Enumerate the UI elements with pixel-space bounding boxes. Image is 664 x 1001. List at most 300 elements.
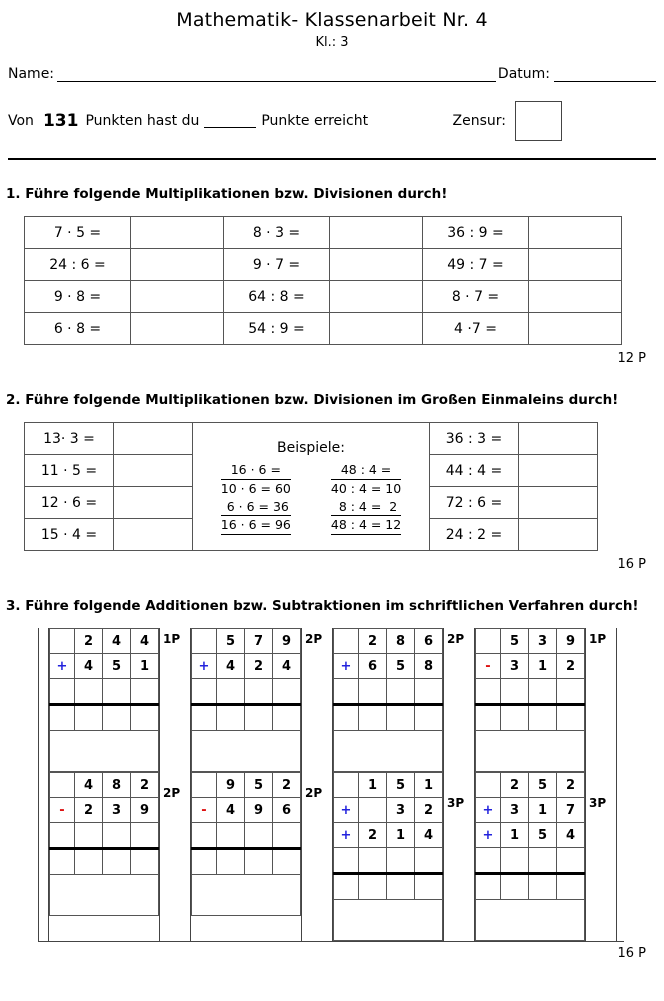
working-area-row bbox=[192, 875, 301, 916]
carry-cell[interactable] bbox=[359, 848, 387, 874]
total-points-value: 131 bbox=[42, 111, 79, 131]
result-cell[interactable] bbox=[359, 874, 387, 900]
task3-heading: 3. Führe folgende Additionen bzw. Subtraktionen im schriftlichen Verfahren durch! bbox=[6, 598, 639, 614]
digit-cell: 2 bbox=[245, 654, 273, 679]
operand-row bbox=[334, 629, 443, 654]
digit-cell: 2 bbox=[557, 654, 585, 679]
beispiel-line: 16 · 6 = bbox=[221, 461, 291, 480]
von-label: Von bbox=[8, 113, 34, 129]
task1-answer-cell[interactable] bbox=[529, 217, 622, 249]
sign-cell bbox=[334, 629, 359, 654]
beispiel-multiplikation bbox=[221, 461, 291, 535]
task1-answer-cell[interactable] bbox=[131, 313, 224, 345]
digit-cell: 4 bbox=[557, 823, 585, 848]
carry-cell[interactable] bbox=[273, 679, 301, 705]
task1-answer-cell[interactable] bbox=[131, 249, 224, 281]
carry-cell[interactable] bbox=[217, 679, 245, 705]
working-area-row bbox=[50, 875, 159, 916]
task1-answer-cell[interactable] bbox=[131, 281, 224, 313]
block-grid-stack bbox=[475, 628, 585, 941]
digit-cell: 6 bbox=[273, 798, 301, 823]
task1-answer-cell[interactable] bbox=[529, 313, 622, 345]
operand-row bbox=[50, 654, 159, 679]
task3-points-column bbox=[159, 628, 191, 941]
result-cell[interactable] bbox=[415, 705, 443, 731]
operand-row bbox=[50, 773, 159, 798]
digit-cell: 6 bbox=[415, 629, 443, 654]
working-area-row bbox=[334, 900, 443, 941]
task2-answer-cell[interactable] bbox=[114, 519, 193, 551]
task3-block bbox=[191, 628, 333, 941]
task1-question-cell: 8 · 3 = bbox=[224, 217, 330, 249]
carry-cell[interactable] bbox=[103, 823, 131, 849]
beispiele-columns bbox=[193, 461, 429, 535]
task2-points: 16 P bbox=[617, 557, 646, 572]
digit-cell: 3 bbox=[501, 654, 529, 679]
carry-cell[interactable] bbox=[50, 679, 75, 705]
task3-top-points: 1P bbox=[589, 632, 607, 646]
digit-cell: 1 bbox=[501, 823, 529, 848]
task3-bottom-points: 3P bbox=[589, 796, 607, 810]
working-area-cell[interactable] bbox=[50, 731, 159, 772]
result-cell[interactable] bbox=[50, 849, 75, 875]
task2-answer-cell[interactable] bbox=[519, 519, 598, 551]
result-cell[interactable] bbox=[192, 705, 217, 731]
table-row bbox=[25, 217, 622, 249]
operand-row bbox=[476, 629, 585, 654]
operand-row bbox=[50, 798, 159, 823]
beispiel-line: 48 : 4 = bbox=[331, 461, 401, 480]
operand-row bbox=[192, 654, 301, 679]
operand-row bbox=[476, 798, 585, 823]
zensur-input-box[interactable] bbox=[515, 101, 562, 141]
result-cell[interactable] bbox=[529, 705, 557, 731]
carry-row bbox=[50, 823, 159, 849]
block-grid-stack bbox=[49, 628, 159, 941]
header-divider bbox=[8, 158, 656, 160]
task2-question-cell: 15 · 4 = bbox=[25, 519, 114, 551]
table-row bbox=[25, 313, 622, 345]
result-row bbox=[476, 705, 585, 731]
carry-cell[interactable] bbox=[415, 848, 443, 874]
task1-table-body bbox=[25, 217, 622, 345]
beispiel-line: 16 · 6 = 96 bbox=[221, 516, 291, 535]
sign-cell bbox=[334, 773, 359, 798]
digit-cell: 9 bbox=[245, 798, 273, 823]
minus-sign: - bbox=[192, 798, 217, 823]
digit-cell: 9 bbox=[217, 773, 245, 798]
result-cell[interactable] bbox=[103, 849, 131, 875]
digit-cell: 2 bbox=[415, 798, 443, 823]
digit-cell: 1 bbox=[529, 798, 557, 823]
operand-row bbox=[334, 798, 443, 823]
points-row bbox=[8, 101, 656, 141]
result-cell[interactable] bbox=[217, 849, 245, 875]
task3-top-points: 1P bbox=[163, 632, 181, 646]
digit-cell: 4 bbox=[75, 654, 103, 679]
carry-cell[interactable] bbox=[75, 823, 103, 849]
digit-cell: 4 bbox=[273, 654, 301, 679]
beispiel-line: 6 · 6 = 36 bbox=[221, 498, 291, 517]
table-row bbox=[25, 281, 622, 313]
task1-table bbox=[24, 216, 622, 345]
page-title: Mathematik- Klassenarbeit Nr. 4 bbox=[176, 9, 488, 31]
datum-input-line[interactable] bbox=[554, 69, 656, 82]
result-cell[interactable] bbox=[131, 849, 159, 875]
digit-cell: 3 bbox=[103, 798, 131, 823]
task3-points-column bbox=[301, 628, 333, 941]
result-cell[interactable] bbox=[557, 874, 585, 900]
carry-row bbox=[192, 823, 301, 849]
digit-cell: 3 bbox=[387, 798, 415, 823]
sign-cell bbox=[192, 773, 217, 798]
result-row bbox=[50, 849, 159, 875]
carry-cell[interactable] bbox=[245, 679, 273, 705]
task3-block bbox=[475, 628, 617, 941]
left-margin-column bbox=[39, 628, 49, 941]
minus-sign: - bbox=[50, 798, 75, 823]
result-cell[interactable] bbox=[359, 705, 387, 731]
digit-cell: 5 bbox=[529, 773, 557, 798]
achieved-points-input[interactable] bbox=[204, 115, 256, 128]
result-cell[interactable] bbox=[131, 705, 159, 731]
beispiel-line: 48 : 4 = 12 bbox=[331, 516, 401, 535]
task3-bottom-points: 2P bbox=[163, 786, 181, 800]
digit-cell: 2 bbox=[75, 629, 103, 654]
digit-cell: 2 bbox=[273, 773, 301, 798]
beispiel-division bbox=[331, 461, 401, 535]
column-arithmetic-grid bbox=[333, 628, 443, 772]
digit-cell: 4 bbox=[217, 654, 245, 679]
carry-cell[interactable] bbox=[131, 679, 159, 705]
carry-row bbox=[334, 848, 443, 874]
task1-question-cell: 7 · 5 = bbox=[25, 217, 131, 249]
column-arithmetic-grid bbox=[191, 772, 301, 916]
task1-points: 12 P bbox=[617, 351, 646, 366]
result-cell[interactable] bbox=[415, 874, 443, 900]
carry-cell[interactable] bbox=[131, 823, 159, 849]
result-cell[interactable] bbox=[75, 849, 103, 875]
column-arithmetic-grid bbox=[333, 772, 443, 941]
beispiele-box bbox=[193, 423, 430, 551]
digit-cell: 6 bbox=[359, 654, 387, 679]
carry-cell[interactable] bbox=[529, 679, 557, 705]
task2-answer-cell[interactable] bbox=[114, 487, 193, 519]
digit-cell: 5 bbox=[529, 823, 557, 848]
column-arithmetic-grid bbox=[475, 772, 585, 941]
block-grid-stack bbox=[333, 628, 443, 941]
task2-answer-cell[interactable] bbox=[114, 455, 193, 487]
digit-cell: 9 bbox=[131, 798, 159, 823]
sign-cell bbox=[476, 629, 501, 654]
digit-cell: 4 bbox=[75, 773, 103, 798]
task1-answer-cell[interactable] bbox=[131, 217, 224, 249]
name-date-row bbox=[8, 66, 656, 82]
carry-cell[interactable] bbox=[476, 679, 501, 705]
result-cell[interactable] bbox=[245, 705, 273, 731]
result-row bbox=[334, 705, 443, 731]
digit-cell: 7 bbox=[557, 798, 585, 823]
result-cell[interactable] bbox=[75, 705, 103, 731]
operand-row bbox=[476, 823, 585, 848]
digit-cell: 2 bbox=[557, 773, 585, 798]
task3-bottom-points: 3P bbox=[447, 796, 465, 810]
result-cell[interactable] bbox=[529, 874, 557, 900]
task1-question-cell: 54 : 9 = bbox=[224, 313, 330, 345]
task1-answer-cell[interactable] bbox=[330, 313, 423, 345]
sign-cell bbox=[50, 629, 75, 654]
result-cell[interactable] bbox=[334, 705, 359, 731]
task2-question-cell: 36 : 3 = bbox=[430, 423, 519, 455]
task2-table-body bbox=[25, 423, 598, 551]
carry-cell[interactable] bbox=[359, 679, 387, 705]
operand-row bbox=[476, 773, 585, 798]
table-row bbox=[25, 249, 622, 281]
digit-cell: 8 bbox=[415, 654, 443, 679]
carry-cell[interactable] bbox=[557, 848, 585, 874]
sign-cell bbox=[192, 629, 217, 654]
sign-cell bbox=[476, 773, 501, 798]
task2-answer-cell[interactable] bbox=[114, 423, 193, 455]
worksheet-page bbox=[0, 9, 664, 1001]
name-label: Name: bbox=[8, 66, 55, 82]
result-row bbox=[50, 705, 159, 731]
carry-cell[interactable] bbox=[476, 848, 501, 874]
carry-cell[interactable] bbox=[501, 848, 529, 874]
task3-points-column bbox=[443, 628, 475, 941]
digit-cell: 1 bbox=[131, 654, 159, 679]
digit-cell: 4 bbox=[131, 629, 159, 654]
digit-cell: 2 bbox=[359, 823, 387, 848]
result-row bbox=[192, 849, 301, 875]
result-cell[interactable] bbox=[387, 705, 415, 731]
task3-top-points: 2P bbox=[305, 632, 323, 646]
task1-answer-cell[interactable] bbox=[529, 281, 622, 313]
operand-row bbox=[50, 629, 159, 654]
task1-question-cell: 8 · 7 = bbox=[423, 281, 529, 313]
column-arithmetic-grid bbox=[475, 628, 585, 772]
result-cell[interactable] bbox=[476, 874, 501, 900]
digit-cell: 8 bbox=[387, 629, 415, 654]
task2-answer-cell[interactable] bbox=[519, 487, 598, 519]
result-cell[interactable] bbox=[476, 705, 501, 731]
task1-question-cell: 24 : 6 = bbox=[25, 249, 131, 281]
task3-points: 16 P bbox=[617, 946, 646, 961]
operand-row bbox=[334, 773, 443, 798]
plus-sign: + bbox=[50, 654, 75, 679]
carry-cell[interactable] bbox=[557, 679, 585, 705]
carry-cell[interactable] bbox=[334, 848, 359, 874]
beispiele-title: Beispiele: bbox=[276, 440, 345, 456]
operand-row bbox=[476, 654, 585, 679]
working-area-cell[interactable] bbox=[476, 731, 585, 772]
task1-answer-cell[interactable] bbox=[330, 217, 423, 249]
working-area-cell[interactable] bbox=[334, 731, 443, 772]
working-area-cell[interactable] bbox=[192, 875, 301, 916]
carry-cell[interactable] bbox=[501, 679, 529, 705]
carry-cell[interactable] bbox=[75, 679, 103, 705]
operand-row bbox=[192, 773, 301, 798]
task3-block bbox=[333, 628, 475, 941]
working-area-row bbox=[476, 900, 585, 941]
task1-question-cell: 49 : 7 = bbox=[423, 249, 529, 281]
column-arithmetic-grid bbox=[191, 628, 301, 772]
result-cell[interactable] bbox=[387, 874, 415, 900]
operand-row bbox=[334, 654, 443, 679]
digit-cell: 2 bbox=[131, 773, 159, 798]
task2-question-cell: 24 : 2 = bbox=[430, 519, 519, 551]
digit-cell: 5 bbox=[387, 773, 415, 798]
digit-cell: 7 bbox=[245, 629, 273, 654]
task2-question-cell: 13· 3 = bbox=[25, 423, 114, 455]
task3-bottom-points: 2P bbox=[305, 786, 323, 800]
digit-cell: 4 bbox=[103, 629, 131, 654]
digit-cell: 4 bbox=[415, 823, 443, 848]
task3-top-points: 2P bbox=[447, 632, 465, 646]
zensur-label: Zensur: bbox=[452, 113, 506, 129]
digit-cell: 1 bbox=[415, 773, 443, 798]
digit-cell: 1 bbox=[529, 654, 557, 679]
carry-row bbox=[476, 679, 585, 705]
digit-cell: 9 bbox=[273, 629, 301, 654]
digit-cell: 2 bbox=[359, 629, 387, 654]
name-input-line[interactable] bbox=[57, 69, 496, 82]
carry-cell[interactable] bbox=[415, 679, 443, 705]
plus-sign: + bbox=[334, 654, 359, 679]
task2-heading: 2. Führe folgende Multiplikationen bzw. Divisionen im Großen Einmaleins durch! bbox=[6, 392, 619, 408]
task2-answer-cell[interactable] bbox=[519, 423, 598, 455]
operand-row bbox=[334, 823, 443, 848]
digit-cell: 9 bbox=[557, 629, 585, 654]
digit-cell: 3 bbox=[529, 629, 557, 654]
operand-row bbox=[192, 629, 301, 654]
working-area-row bbox=[50, 731, 159, 772]
carry-cell[interactable] bbox=[103, 679, 131, 705]
carry-row bbox=[192, 679, 301, 705]
task1-question-cell: 9 · 7 = bbox=[224, 249, 330, 281]
task1-heading: 1. Führe folgende Multiplikationen bzw. Divisionen durch! bbox=[6, 186, 448, 202]
digit-cell: 2 bbox=[501, 773, 529, 798]
carry-row bbox=[476, 848, 585, 874]
carry-cell[interactable] bbox=[245, 823, 273, 849]
carry-cell[interactable] bbox=[529, 848, 557, 874]
carry-row bbox=[334, 679, 443, 705]
zensur-group bbox=[453, 101, 562, 141]
result-cell[interactable] bbox=[245, 849, 273, 875]
carry-cell[interactable] bbox=[50, 823, 75, 849]
working-area-cell[interactable] bbox=[334, 900, 443, 941]
task1-answer-cell[interactable] bbox=[330, 281, 423, 313]
carry-cell[interactable] bbox=[387, 848, 415, 874]
result-cell[interactable] bbox=[217, 705, 245, 731]
plus-sign: + bbox=[334, 798, 359, 823]
plus-sign: + bbox=[192, 654, 217, 679]
result-cell[interactable] bbox=[192, 849, 217, 875]
result-cell[interactable] bbox=[501, 874, 529, 900]
result-cell[interactable] bbox=[501, 705, 529, 731]
digit-cell: 5 bbox=[501, 629, 529, 654]
working-area-cell[interactable] bbox=[476, 900, 585, 941]
result-cell[interactable] bbox=[50, 705, 75, 731]
operand-row bbox=[192, 798, 301, 823]
carry-cell[interactable] bbox=[334, 679, 359, 705]
working-area-row bbox=[192, 731, 301, 772]
digit-cell: 5 bbox=[387, 654, 415, 679]
working-area-cell[interactable] bbox=[50, 875, 159, 916]
task1-answer-cell[interactable] bbox=[529, 249, 622, 281]
column-arithmetic-grid bbox=[49, 772, 159, 916]
digit-cell: 1 bbox=[359, 773, 387, 798]
result-row bbox=[476, 874, 585, 900]
beispiel-line: 10 · 6 = 60 bbox=[220, 480, 291, 496]
sign-cell bbox=[50, 773, 75, 798]
working-area-row bbox=[476, 731, 585, 772]
carry-cell[interactable] bbox=[387, 679, 415, 705]
task1-question-cell: 64 : 8 = bbox=[224, 281, 330, 313]
digit-cell: 3 bbox=[501, 798, 529, 823]
task1-question-cell: 36 : 9 = bbox=[423, 217, 529, 249]
plus-sign: + bbox=[334, 823, 359, 848]
task1-question-cell: 6 · 8 = bbox=[25, 313, 131, 345]
page-subtitle: Kl.: 3 bbox=[315, 35, 349, 50]
working-area-cell[interactable] bbox=[192, 731, 301, 772]
result-row bbox=[192, 705, 301, 731]
task3-blocks-container bbox=[38, 628, 624, 942]
digit-cell: 8 bbox=[103, 773, 131, 798]
beispiel-line: 40 : 4 = 10 bbox=[330, 480, 402, 496]
punkten-label: Punkten hast du bbox=[85, 113, 200, 129]
carry-cell[interactable] bbox=[273, 823, 301, 849]
erreicht-label: Punkte erreicht bbox=[261, 113, 369, 129]
carry-cell[interactable] bbox=[192, 679, 217, 705]
beispiel-line: 8 : 4 = 2 bbox=[331, 498, 401, 517]
task2-question-cell: 44 : 4 = bbox=[430, 455, 519, 487]
result-cell[interactable] bbox=[273, 705, 301, 731]
result-cell[interactable] bbox=[103, 705, 131, 731]
task2-answer-cell[interactable] bbox=[519, 455, 598, 487]
carry-row bbox=[50, 679, 159, 705]
datum-label: Datum: bbox=[497, 66, 550, 82]
task2-question-cell: 72 : 6 = bbox=[430, 487, 519, 519]
table-row bbox=[25, 423, 598, 455]
minus-sign: - bbox=[476, 654, 501, 679]
result-row bbox=[334, 874, 443, 900]
working-area-row bbox=[334, 731, 443, 772]
task2-question-cell: 11 · 5 = bbox=[25, 455, 114, 487]
column-arithmetic-grid bbox=[49, 628, 159, 772]
task3-points-column bbox=[585, 628, 617, 941]
carry-cell[interactable] bbox=[192, 823, 217, 849]
task2-table bbox=[24, 422, 598, 551]
task1-question-cell: 4 ·7 = bbox=[423, 313, 529, 345]
digit-cell: 4 bbox=[217, 798, 245, 823]
carry-cell[interactable] bbox=[217, 823, 245, 849]
digit-cell: 2 bbox=[75, 798, 103, 823]
plus-sign: + bbox=[476, 798, 501, 823]
digit-cell: 5 bbox=[217, 629, 245, 654]
digit-cell: 1 bbox=[387, 823, 415, 848]
digit-cell bbox=[359, 798, 387, 823]
block-grid-stack bbox=[191, 628, 301, 941]
task3-block bbox=[39, 628, 191, 941]
task1-question-cell: 9 · 8 = bbox=[25, 281, 131, 313]
result-cell[interactable] bbox=[273, 849, 301, 875]
digit-cell: 5 bbox=[245, 773, 273, 798]
task1-answer-cell[interactable] bbox=[330, 249, 423, 281]
result-cell[interactable] bbox=[557, 705, 585, 731]
digit-cell: 5 bbox=[103, 654, 131, 679]
result-cell[interactable] bbox=[334, 874, 359, 900]
